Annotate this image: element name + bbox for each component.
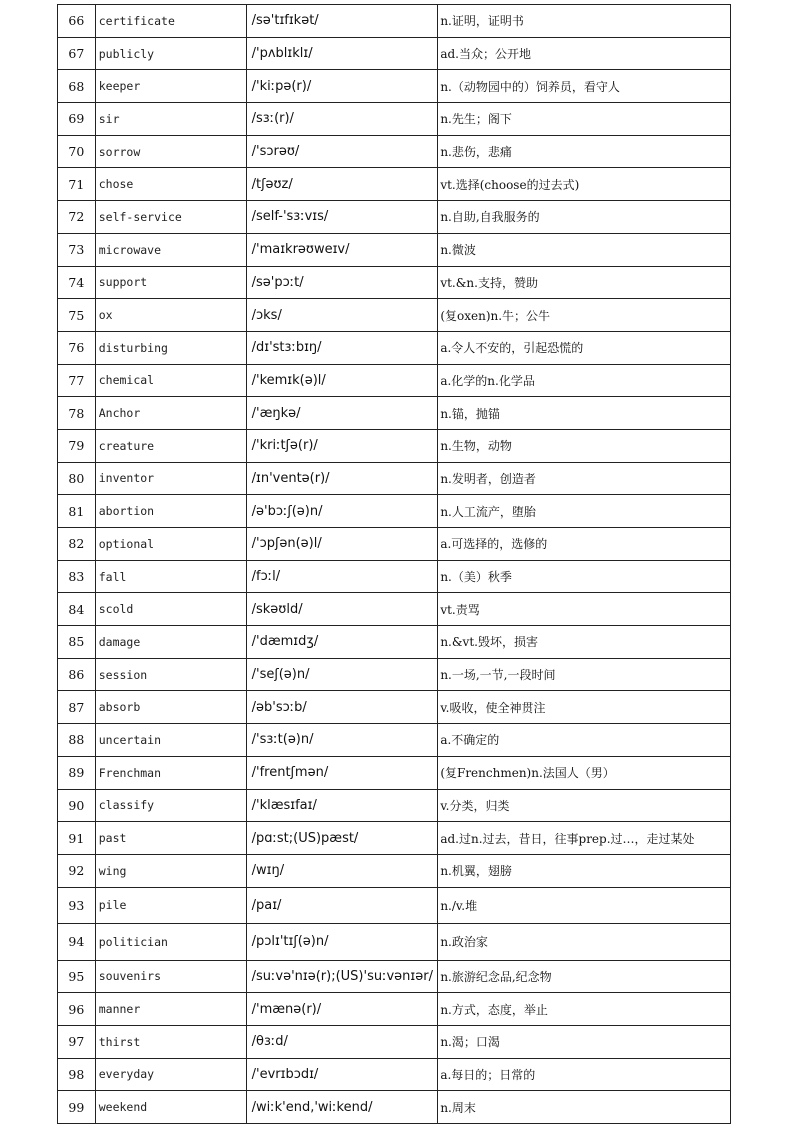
word-cell: damage — [95, 626, 246, 659]
meaning-cell: n.&vt.毁坏，损害 — [438, 626, 731, 659]
table-row — [58, 397, 731, 430]
row-number-cell: 76 — [58, 331, 96, 364]
phonetic-cell: /'kemɪk(ə)l/ — [246, 364, 438, 397]
table-row — [58, 201, 731, 234]
word-cell: sir — [95, 103, 246, 136]
table-row — [58, 822, 731, 855]
row-number-cell: 98 — [58, 1058, 96, 1091]
phonetic-cell: /'æŋkə/ — [246, 397, 438, 430]
meaning-cell: n.人工流产，堕胎 — [438, 495, 731, 528]
table-row — [58, 5, 731, 38]
row-number-cell: 96 — [58, 993, 96, 1026]
phonetic-cell: /'evrɪbɔdɪ/ — [246, 1058, 438, 1091]
row-number-cell: 69 — [58, 103, 96, 136]
meaning-cell: n.（美）秋季 — [438, 560, 731, 593]
meaning-cell: n.旅游纪念品,纪念物 — [438, 960, 731, 993]
table-row — [58, 266, 731, 299]
table-row — [58, 626, 731, 659]
phonetic-cell: /'ɔpʃən(ə)l/ — [246, 528, 438, 561]
row-number-cell: 94 — [58, 924, 96, 961]
table-row — [58, 37, 731, 70]
phonetic-cell: /pɑːst;(US)pæst/ — [246, 822, 438, 855]
row-number-cell: 73 — [58, 233, 96, 266]
word-cell: thirst — [95, 1025, 246, 1058]
row-number-cell: 87 — [58, 691, 96, 724]
row-number-cell: 83 — [58, 560, 96, 593]
row-number-cell: 91 — [58, 822, 96, 855]
row-number-cell: 68 — [58, 70, 96, 103]
word-cell: pile — [95, 887, 246, 924]
meaning-cell: (复oxen)n.牛；公牛 — [438, 299, 731, 332]
table-row — [58, 924, 731, 961]
phonetic-cell: /ə'bɔːʃ(ə)n/ — [246, 495, 438, 528]
table-row — [58, 789, 731, 822]
table-row — [58, 135, 731, 168]
meaning-cell: a.令人不安的，引起恐慌的 — [438, 331, 731, 364]
row-number-cell: 99 — [58, 1091, 96, 1124]
table-row — [58, 1058, 731, 1091]
phonetic-cell: /tʃəʊz/ — [246, 168, 438, 201]
row-number-cell: 77 — [58, 364, 96, 397]
meaning-cell: n.证明，证明书 — [438, 5, 731, 38]
phonetic-cell: /ɔks/ — [246, 299, 438, 332]
table-row — [58, 691, 731, 724]
word-cell: creature — [95, 429, 246, 462]
word-cell: optional — [95, 528, 246, 561]
word-cell: support — [95, 266, 246, 299]
word-cell: abortion — [95, 495, 246, 528]
phonetic-cell: /'pʌblɪklɪ/ — [246, 37, 438, 70]
word-cell: sorrow — [95, 135, 246, 168]
word-cell: ox — [95, 299, 246, 332]
row-number-cell: 82 — [58, 528, 96, 561]
meaning-cell: ad.当众；公开地 — [438, 37, 731, 70]
phonetic-cell: /'seʃ(ə)n/ — [246, 658, 438, 691]
phonetic-cell: /θɜːd/ — [246, 1025, 438, 1058]
phonetic-cell: /pɔlɪ'tɪʃ(ə)n/ — [246, 924, 438, 961]
word-cell: classify — [95, 789, 246, 822]
row-number-cell: 92 — [58, 854, 96, 887]
meaning-cell: n.自助,自我服务的 — [438, 201, 731, 234]
phonetic-cell: /fɔːl/ — [246, 560, 438, 593]
phonetic-cell: /'dæmɪdʒ/ — [246, 626, 438, 659]
row-number-cell: 85 — [58, 626, 96, 659]
phonetic-cell: /sə'pɔːt/ — [246, 266, 438, 299]
table-row — [58, 364, 731, 397]
meaning-cell: n.悲伤，悲痛 — [438, 135, 731, 168]
word-cell: Frenchman — [95, 756, 246, 789]
word-cell: session — [95, 658, 246, 691]
word-cell: chose — [95, 168, 246, 201]
phonetic-cell: /'klæsɪfaɪ/ — [246, 789, 438, 822]
meaning-cell: n.先生；阁下 — [438, 103, 731, 136]
row-number-cell: 70 — [58, 135, 96, 168]
word-cell: past — [95, 822, 246, 855]
word-cell: self-service — [95, 201, 246, 234]
vocabulary-table-body — [58, 5, 731, 1124]
word-cell: scold — [95, 593, 246, 626]
phonetic-cell: /skəʊld/ — [246, 593, 438, 626]
table-row — [58, 1091, 731, 1124]
phonetic-cell: /'frentʃmən/ — [246, 756, 438, 789]
meaning-cell: n.政治家 — [438, 924, 731, 961]
phonetic-cell: /'mænə(r)/ — [246, 993, 438, 1026]
table-row — [58, 756, 731, 789]
row-number-cell: 66 — [58, 5, 96, 38]
table-row — [58, 887, 731, 924]
meaning-cell: n.锚，抛锚 — [438, 397, 731, 430]
table-row — [58, 233, 731, 266]
row-number-cell: 80 — [58, 462, 96, 495]
phonetic-cell: /sɜː(r)/ — [246, 103, 438, 136]
phonetic-cell: /suːvə'nɪə(r);(US)'suːvənɪər/ — [246, 960, 438, 993]
phonetic-cell: /ɪn'ventə(r)/ — [246, 462, 438, 495]
word-cell: politician — [95, 924, 246, 961]
row-number-cell: 89 — [58, 756, 96, 789]
row-number-cell: 79 — [58, 429, 96, 462]
meaning-cell: n.方式，态度，举止 — [438, 993, 731, 1026]
word-cell: souvenirs — [95, 960, 246, 993]
phonetic-cell: /sə'tɪfɪkət/ — [246, 5, 438, 38]
meaning-cell: vt.&n.支持，赞助 — [438, 266, 731, 299]
phonetic-cell: /wɪŋ/ — [246, 854, 438, 887]
meaning-cell: vt.责骂 — [438, 593, 731, 626]
word-cell: weekend — [95, 1091, 246, 1124]
table-row — [58, 528, 731, 561]
meaning-cell: v.吸收，使全神贯注 — [438, 691, 731, 724]
phonetic-cell: /'sɜːt(ə)n/ — [246, 724, 438, 757]
table-row — [58, 462, 731, 495]
meaning-cell: n.微波 — [438, 233, 731, 266]
phonetic-cell: /'kiːpə(r)/ — [246, 70, 438, 103]
table-row — [58, 560, 731, 593]
row-number-cell: 90 — [58, 789, 96, 822]
meaning-cell: (复Frenchmen)n.法国人（男） — [438, 756, 731, 789]
phonetic-cell: /paɪ/ — [246, 887, 438, 924]
phonetic-cell: /əb'sɔːb/ — [246, 691, 438, 724]
meaning-cell: n.一场,一节,一段时间 — [438, 658, 731, 691]
meaning-cell: vt.选择(choose的过去式) — [438, 168, 731, 201]
phonetic-cell: /dɪ'stɜːbɪŋ/ — [246, 331, 438, 364]
word-cell: everyday — [95, 1058, 246, 1091]
meaning-cell: a.可选择的，选修的 — [438, 528, 731, 561]
word-cell: microwave — [95, 233, 246, 266]
row-number-cell: 74 — [58, 266, 96, 299]
table-row — [58, 70, 731, 103]
table-row — [58, 993, 731, 1026]
table-row — [58, 854, 731, 887]
table-row — [58, 103, 731, 136]
row-number-cell: 86 — [58, 658, 96, 691]
word-cell: wing — [95, 854, 246, 887]
row-number-cell: 95 — [58, 960, 96, 993]
word-cell: absorb — [95, 691, 246, 724]
meaning-cell: ad.过n.过去，昔日，往事prep.过…，走过某处 — [438, 822, 731, 855]
word-cell: Anchor — [95, 397, 246, 430]
phonetic-cell: /'sɔrəʊ/ — [246, 135, 438, 168]
table-row — [58, 593, 731, 626]
meaning-cell: n.生物，动物 — [438, 429, 731, 462]
row-number-cell: 84 — [58, 593, 96, 626]
table-row — [58, 960, 731, 993]
meaning-cell: n.渴；口渴 — [438, 1025, 731, 1058]
word-cell: keeper — [95, 70, 246, 103]
meaning-cell: n./v.堆 — [438, 887, 731, 924]
word-cell: fall — [95, 560, 246, 593]
vocabulary-table — [57, 4, 731, 1124]
phonetic-cell: /'maɪkrəʊweɪv/ — [246, 233, 438, 266]
table-row — [58, 724, 731, 757]
word-cell: uncertain — [95, 724, 246, 757]
meaning-cell: a.每日的；日常的 — [438, 1058, 731, 1091]
word-cell: publicly — [95, 37, 246, 70]
row-number-cell: 78 — [58, 397, 96, 430]
row-number-cell: 88 — [58, 724, 96, 757]
table-row — [58, 331, 731, 364]
phonetic-cell: /self-'sɜːvɪs/ — [246, 201, 438, 234]
row-number-cell: 71 — [58, 168, 96, 201]
phonetic-cell: /wiːk'end,'wiːkend/ — [246, 1091, 438, 1124]
word-cell: disturbing — [95, 331, 246, 364]
row-number-cell: 75 — [58, 299, 96, 332]
meaning-cell: n.（动物园中的）饲养员，看守人 — [438, 70, 731, 103]
meaning-cell: a.不确定的 — [438, 724, 731, 757]
row-number-cell: 93 — [58, 887, 96, 924]
meaning-cell: n.机翼，翅膀 — [438, 854, 731, 887]
row-number-cell: 72 — [58, 201, 96, 234]
row-number-cell: 97 — [58, 1025, 96, 1058]
meaning-cell: v.分类，归类 — [438, 789, 731, 822]
table-row — [58, 429, 731, 462]
table-row — [58, 1025, 731, 1058]
word-cell: inventor — [95, 462, 246, 495]
row-number-cell: 81 — [58, 495, 96, 528]
phonetic-cell: /'kriːtʃə(r)/ — [246, 429, 438, 462]
meaning-cell: n.发明者，创造者 — [438, 462, 731, 495]
word-cell: manner — [95, 993, 246, 1026]
word-cell: chemical — [95, 364, 246, 397]
row-number-cell: 67 — [58, 37, 96, 70]
table-row — [58, 658, 731, 691]
table-row — [58, 168, 731, 201]
meaning-cell: a.化学的n.化学品 — [438, 364, 731, 397]
table-row — [58, 495, 731, 528]
word-cell: certificate — [95, 5, 246, 38]
meaning-cell: n.周末 — [438, 1091, 731, 1124]
table-row — [58, 299, 731, 332]
